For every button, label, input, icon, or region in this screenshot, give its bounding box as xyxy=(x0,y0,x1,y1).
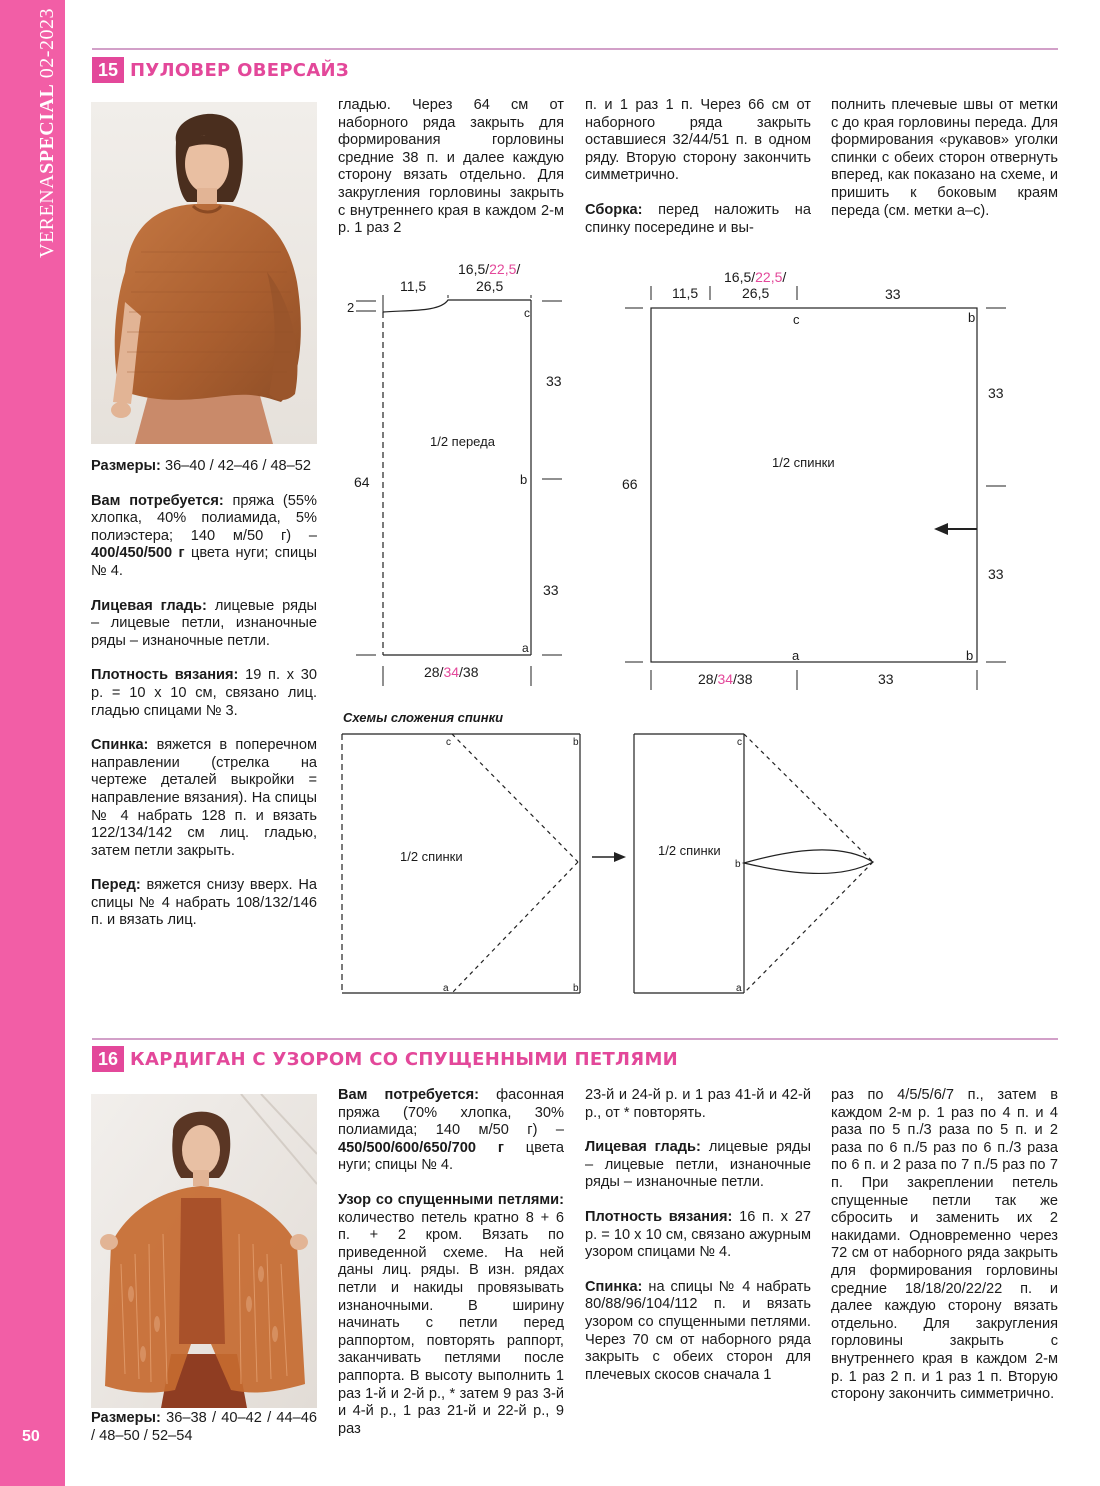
front-neck-drop: 2 xyxy=(347,300,355,315)
stockinette-16-paragraph xyxy=(585,1139,811,1192)
section-16-photo xyxy=(91,1094,317,1408)
materials-16-label: Вам потребуется: xyxy=(338,1087,480,1103)
back-paragraph xyxy=(91,737,317,860)
schematic-diagrams xyxy=(330,250,1070,1010)
section-16-title: КАРДИГАН С УЗОРОМ СО СПУЩЕННЫМИ ПЕТЛЯМИ xyxy=(130,1048,679,1070)
materials-text: пряжа (55% хлопка, 40% полиамида, 5% полиэстера; 140 м/50 г) – xyxy=(91,492,317,544)
brand-special: SPECIAL xyxy=(36,83,58,174)
fold1-mark-a: a xyxy=(443,983,449,994)
back-mark-b-bottom: b xyxy=(966,648,974,663)
front-mark-c: c xyxy=(524,306,530,320)
fold2-mark-b: b xyxy=(735,859,741,870)
folding-schematic xyxy=(342,710,873,994)
gauge-16-paragraph xyxy=(585,1209,811,1262)
pattern-text: количество петель кратно 8 + 6 п. + 2 кром. Вязать по приведенной схеме. На ней даны лиц. ряды. В изн. рядах петли и накиды провязывать изнаночными. В ширину начинать с петли перед раппортом, повторять раппорт, заканчивать петлями после раппорта. В высоту выполнить 1 раз 1-й и 2-й р., * затем 9 раз 3-й и 4-й р., 1 раз 21-й и 22-й р., 9 раз xyxy=(338,1209,564,1437)
back-top-right-width: 33 xyxy=(885,286,901,302)
back-16-continued: раз по 4/5/5/6/7 п., затем в каждом 2-м р. 1 раз по 4 п. и 4 раза по 5 п./3 раза по 5 п. и 2 раза по 6 п./5 раз по 6 п./3 раза по 6 п. и 2 раза по 7 п./5 раз по 7 п. При закреплении петель спущенные петли так же сбросить и заменить их 2 накидами. Одновременно через 72 см от наборного ряда закрыть для формирования горловины средние 18/18/20/22/22 п. и далее каждую сторону вязать отдельно. Для закругления горловины закрыть с внутреннего края в каждом 2-м р. 1 раз 2 п. и 1 раз 1 п. Вторую сторону закончить симметрично. xyxy=(831,1087,1058,1403)
back-mark-b-top: b xyxy=(968,310,976,325)
materials-text-end: цвета нуги; спицы № 4. xyxy=(91,545,317,579)
folding-title: Схемы сложения спинки xyxy=(343,710,504,725)
section-15-header xyxy=(92,56,349,84)
model-sweater-illustration xyxy=(91,102,317,444)
gauge-paragraph xyxy=(91,667,317,720)
sizes-label: Размеры: xyxy=(91,458,161,474)
gauge-16-label: Плотность вязания: xyxy=(585,1208,733,1225)
front-lower-height: 33 xyxy=(543,582,559,598)
section-15-column-3 xyxy=(585,97,811,254)
section-16-column-3 xyxy=(585,1087,811,1401)
back-16-label: Спинка: xyxy=(585,1278,643,1295)
section-15-photo xyxy=(91,102,317,444)
section-16-column-2 xyxy=(338,1087,564,1455)
assembly-text: перед наложить на спинку посередине и вы- xyxy=(585,201,811,236)
materials-paragraph xyxy=(91,493,317,581)
page-number: 50 xyxy=(22,1428,40,1445)
front-upper-height: 33 xyxy=(546,373,562,389)
back-lower-height: 33 xyxy=(988,566,1004,582)
back-schematic xyxy=(622,269,1006,690)
assembly-continued: полнить плечевые швы от метки с до края горловины переда. Для формирования «рукавов» уголки спинки с обеих сторон отвернуть вперед, как показано на схеме, и пришить к боковым краям переда (см. метки а–с). xyxy=(831,97,1058,219)
front-width: 28/34/38 xyxy=(424,664,479,680)
materials-16-text-end: цвета нуги; спицы № 4. xyxy=(338,1139,564,1174)
front-shoulder-width-2: 26,5 xyxy=(476,278,504,294)
pattern-continued: 23-й и 24-й р. и 1 раз 41-й и 42-й р., от * повторять. xyxy=(585,1087,811,1121)
back-text: вяжется в поперечном направлении (стрелка на чертеже деталей выкройки = направление вязания). На спицы № 4 набрать 128 п. и вязать 122/134/142 см лиц. гладью, затем петли закрыть. xyxy=(91,737,317,859)
back-16-text: на спицы № 4 набрать 80/88/96/104/112 п. и вязать узором со спущенными петлями. Через 70 см от наборного ряда закрыть с обеих сторон для плечевых скосов сначала 1 xyxy=(585,1278,811,1383)
section-15-title: ПУЛОВЕР ОВЕРСАЙЗ xyxy=(130,59,350,81)
model-cardigan-illustration xyxy=(91,1094,317,1408)
yarn-amount: 400/450/500 г xyxy=(91,545,185,562)
knitting-direction-arrow-icon xyxy=(934,523,948,535)
back-total-height: 66 xyxy=(622,476,638,492)
front-schematic xyxy=(347,261,562,686)
stockinette-16-text: лицевые ряды – лицевые петли, изнаночные ряды – изнаночные петли. xyxy=(585,1139,811,1191)
back-neck-width: 11,5 xyxy=(672,285,699,301)
front-paragraph xyxy=(91,877,317,930)
brand-name: VERENA xyxy=(36,173,58,258)
stockinette-16-label: Лицевая гладь: xyxy=(585,1139,701,1156)
fold2-mark-c: c xyxy=(737,737,742,748)
section-15-number: 15 xyxy=(92,57,124,83)
section-15-column-2 xyxy=(338,97,564,255)
fold2-label: 1/2 спинки xyxy=(658,843,721,858)
front-piece-label: 1/2 переда xyxy=(430,434,495,449)
magazine-brand xyxy=(34,0,60,258)
sizes-16-paragraph xyxy=(91,1410,317,1445)
gauge-text: 19 п. х 30 р. = 10 х 10 см, связано лиц. гладью спицами № 3. xyxy=(91,667,317,719)
section-16-rule xyxy=(92,1038,1058,1040)
section-15-rule xyxy=(92,48,1058,50)
fold-arrow-icon xyxy=(614,852,626,862)
assembly-paragraph xyxy=(585,202,811,237)
fold1-label: 1/2 спинки xyxy=(400,849,463,864)
fold1-mark-b-bottom: b xyxy=(573,983,579,994)
neck-finish-paragraph: п. и 1 раз 1 п. Через 66 см от наборного ряда закрыть оставшиеся 32/44/51 п. в одном ряду. Вторую сторону закончить симметрично. xyxy=(585,97,811,184)
front-mark-a: a xyxy=(522,641,529,655)
section-16-column-4 xyxy=(831,1087,1058,1421)
gauge-label: Плотность вязания: xyxy=(91,667,239,684)
back-mark-a: a xyxy=(792,648,800,663)
section-15-column-1 xyxy=(91,458,317,947)
stockinette-text: лицевые ряды – лицевые петли, изнаночные ряды – изнаночные петли. xyxy=(91,597,317,649)
materials-16-text: фасонная пряжа (70% хлопка, 30% полиамида; 140 м/50 г) – xyxy=(338,1087,564,1139)
stockinette-paragraph xyxy=(91,598,317,651)
sizes-value: 36–40 / 42–46 / 48–52 xyxy=(164,458,312,474)
back-mark-c: c xyxy=(793,312,800,327)
section-16-number: 16 xyxy=(92,1046,124,1072)
sizes-16-label: Размеры: xyxy=(91,1410,161,1426)
back-shoulder-width-2: 26,5 xyxy=(742,285,770,301)
sizes-16-value: 36–38 / 40–42 / 44–46 / 48–50 / 52–54 xyxy=(91,1410,317,1444)
front-shoulder-width: 16,5/22,5/ xyxy=(458,261,521,277)
front-mark-b: b xyxy=(520,472,528,487)
back-16-paragraph xyxy=(585,1279,811,1385)
stockinette-label: Лицевая гладь: xyxy=(91,597,207,614)
issue-number: 02-2023 xyxy=(36,8,58,79)
front-continued: гладью. Через 64 см от наборного ряда закрыть для формирования горловины средние 38 п. и далее каждую сторону вязать отдельно. Для закругления горловины закрыть с внутреннего края в каждом 2-м р. 1 раз 2 xyxy=(338,97,564,237)
yarn-16-amount: 450/500/600/650/700 г xyxy=(338,1139,504,1156)
back-shoulder-width: 16,5/22,5/ xyxy=(724,269,787,285)
back-label: Спинка: xyxy=(91,737,149,754)
back-piece-label: 1/2 спинки xyxy=(772,455,835,470)
front-neck-width: 11,5 xyxy=(400,278,427,294)
front-text: вяжется снизу вверх. На спицы № 4 набрать 108/132/146 п. и вязать лиц. xyxy=(91,877,317,929)
assembly-label: Сборка: xyxy=(585,201,643,218)
pattern-label: Узор со спущенными петлями: xyxy=(338,1191,564,1208)
back-width: 28/34/38 xyxy=(698,671,753,687)
fold1-mark-b-top: b xyxy=(573,737,579,748)
fold2-mark-a: a xyxy=(736,983,742,994)
section-16-sizes xyxy=(91,1410,317,1462)
materials-16-paragraph xyxy=(338,1087,564,1175)
front-total-height: 64 xyxy=(354,474,370,490)
folded-corner-shape xyxy=(744,850,873,874)
section-16-header xyxy=(92,1045,678,1073)
sizes-paragraph xyxy=(91,458,317,476)
pattern-paragraph xyxy=(338,1192,564,1438)
back-bottom-right-width: 33 xyxy=(878,671,894,687)
back-upper-height: 33 xyxy=(988,385,1004,401)
front-label: Перед: xyxy=(91,877,141,894)
gauge-16-text: 16 п. х 27 р. = 10 х 10 см, связано ажурным узором спицами № 4. xyxy=(585,1208,811,1261)
materials-label: Вам потребуется: xyxy=(91,492,224,509)
fold1-mark-c: c xyxy=(446,737,451,748)
section-15-column-4 xyxy=(831,97,1058,237)
